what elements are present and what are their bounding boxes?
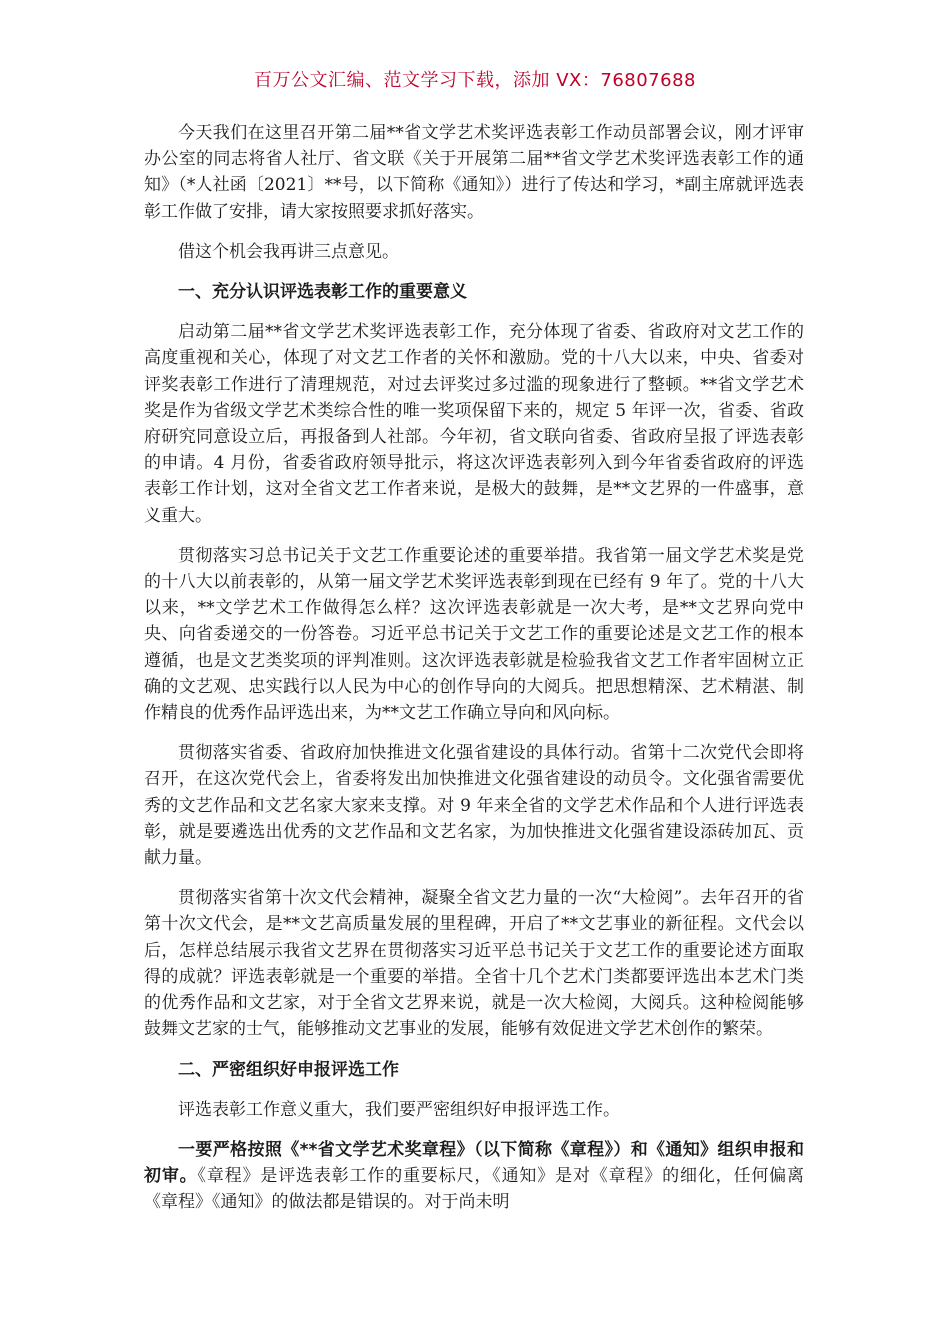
section-1-paragraph-1: 启动第二届**省文学艺术奖评选表彰工作，充分体现了省委、省政府对文艺工作的高度重视和关心，体现了对文艺工作者的关怀和激励。党的十八大以来，中央、省委对评奖表彰工作进行了清理规范，对过去评奖过多过滥的现象进行了整顿。**省文学艺术奖是作为省级文学艺术类综合性的唯一奖项保留下来的，规定 5 年评一次，省委、省政府研究同意设立后，再报备到人社部。今年初，省文联向省委、省政府呈报了评选表彰的申请。4 月份，省委省政府领导批示，将这次评选表彰列入到今年省委省政府的评选表彰工作计划，这对全省文艺工作者来说，是极大的鼓舞，是**文艺界的一件盛事，意义重大。 (144, 322, 804, 526)
document-body (144, 120, 804, 1230)
section-1-paragraph-3: 贯彻落实省委、省政府加快推进文化强省建设的具体行动。省第十二次党代会即将召开，在这次党代会上，省委将发出加快推进文化强省建设的动员令。文化强省需要优秀的文艺作品和文艺名家大家来支撑。对 9 年来全省的文学艺术作品和个人进行评选表彰，就是要遴选出优秀的文艺作品和文艺名家，为加快推进文化强省建设添砖加瓦、贡献力量。 (144, 743, 804, 869)
intro-paragraph: 今天我们在这里召开第二届**省文学艺术奖评选表彰工作动员部署会议，刚才评审办公室的同志将省人社厅、省文联《关于开展第二届**省文学艺术奖评选表彰工作的通知》（*人社函〔2021〕**号，以下简称《通知》）进行了传达和学习，*副主席就评选表彰工作做了安排，请大家按照要求抓好落实。 (144, 123, 804, 222)
section-1-paragraph-2: 贯彻落实习总书记关于文艺工作重要论述的重要举措。我省第一届文学艺术奖是党的十八大以前表彰的，从第一届文学艺术奖评选表彰到现在已经有 9 年了。党的十八大以来，**文学艺术工作做得怎么样？这次评选表彰就是一次大考，是**文艺界向党中央、向省委递交的一份答卷。习近平总书记关于文艺工作的重要论述是文艺工作的根本遵循，也是文艺类奖项的评判准则。这次评选表彰就是检验我省文艺工作者牢固树立正确的文艺观、忠实践行以人民为中心的创作导向的大阅兵。把思想精深、艺术精湛、制作精良的优秀作品评选出来，为**文艺工作确立导向和风向标。 (144, 545, 804, 724)
section-1-heading: 一、充分认识评选表彰工作的重要意义 (178, 282, 467, 303)
section-2-paragraph-2 (144, 1137, 804, 1216)
section-2-paragraph-2-lead: 一要严格按照《**省文学艺术奖章程》（以下简称《章程》）和《通知》组织申报和初审。 (144, 1139, 804, 1187)
section-2-paragraph-1: 评选表彰工作意义重大，我们要严密组织好申报评选工作。 (178, 1099, 620, 1120)
watermark-header: 百万公文汇编、范文学习下载，添加 VX：76807688 (254, 70, 696, 91)
section-1-paragraph-4: 贯彻落实省第十次文代会精神，凝聚全省文艺力量的一次“大检阅”。去年召开的省第十次文代会，是**文艺高质量发展的里程碑，开启了**文艺事业的新征程。文代会以后，怎样总结展示我省文艺界在贯彻落实习近平总书记关于文艺工作的重要论述方面取得的成就？评选表彰就是一个重要的举措。全省十几个艺术门类都要评选出本艺术门类的优秀作品和文艺家，对于全省文艺界来说，就是一次大检阅，大阅兵。这种检阅能够鼓舞文艺家的士气，能够推动文艺事业的发展，能够有效促进文学艺术创作的繁荣。 (144, 888, 804, 1040)
transition-paragraph: 借这个机会我再讲三点意见。 (178, 241, 399, 262)
section-2-heading: 二、严密组织好申报评选工作 (178, 1059, 399, 1080)
section-2-paragraph-2-rest: 《章程》是评选表彰工作的重要标尺，《通知》是对《章程》的细化，任何偏离《章程》《通知》的做法都是错误的。对于尚未明 (144, 1166, 805, 1213)
